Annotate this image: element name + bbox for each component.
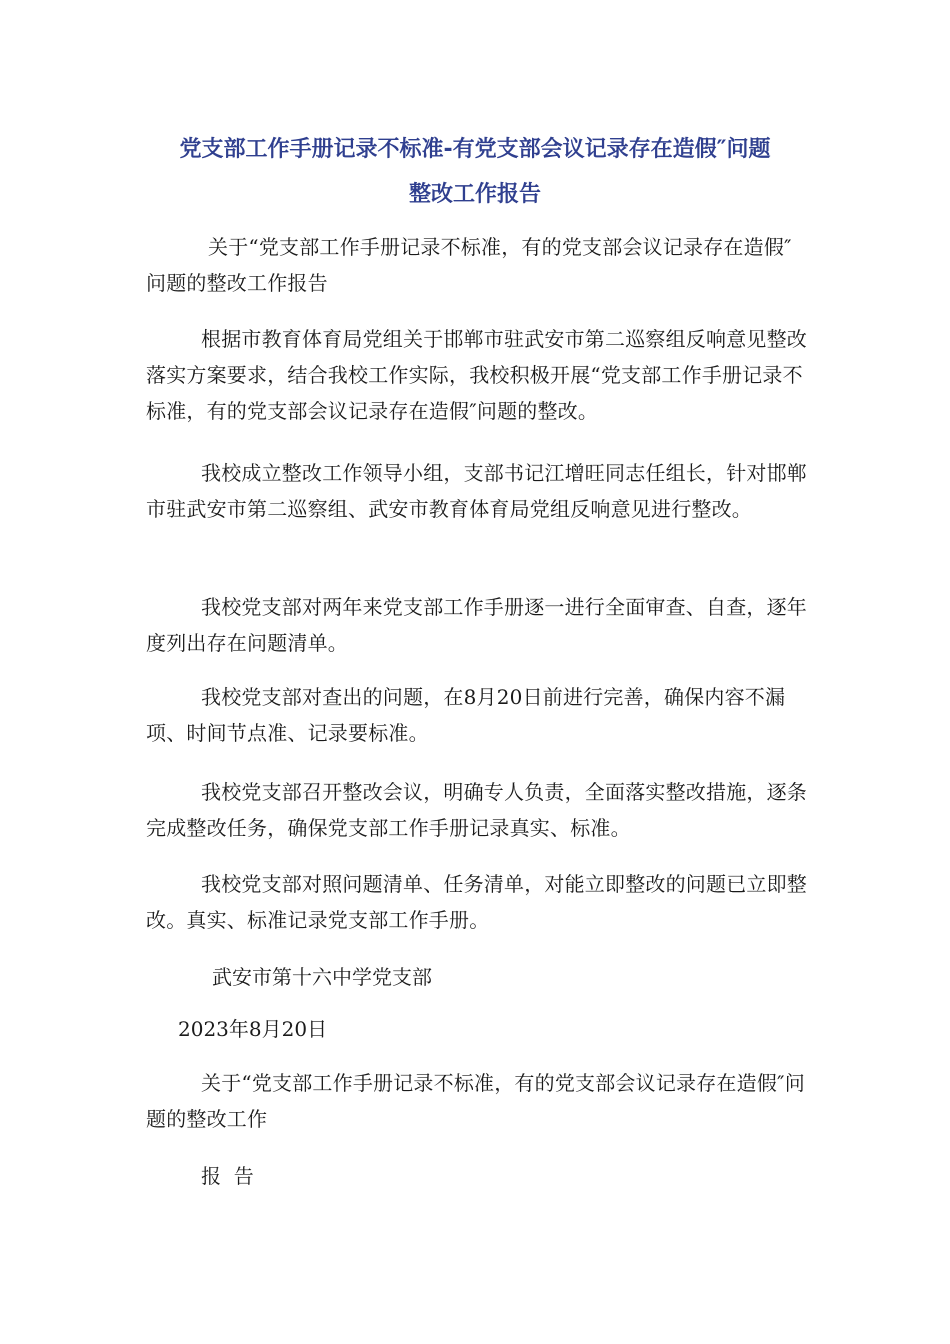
signature-organization: 武安市第十六中学党支部 [212,965,432,989]
paragraph-report-heading: 关于“党支部工作手册记录不标准，有的党支部会议记录存在造假″问题的整改工作报告 [146,235,792,295]
paragraph-closing: 关于“党支部工作手册记录不标准，有的党支部会议记录存在造假″问题的整改工作 [146,1071,805,1131]
paragraph-meeting: 我校党支部召开整改会议，明确专人负责，全面落实整改措施，逐条完成整改任务，确保党支部工作手册记录真实、标准。 [146,780,807,840]
paragraph-rectified: 我校党支部对照问题清单、任务清单，对能立即整改的问题已立即整改。真实、标准记录党支部工作手册。 [146,872,807,932]
signature-date: 2023年8月20日 [178,1017,328,1041]
paragraph-basis: 根据市教育体育局党组关于邯郸市驻武安市第二巡察组反响意见整改落实方案要求，结合我校工作实际，我校积极开展“党支部工作手册记录不标准，有的党支部会议记录存在造假″问题的整改。 [146,327,807,423]
closing-report-word: 报 告 [201,1164,254,1188]
document-title-line-2: 整改工作报告 [408,182,541,207]
paragraph-leading-group: 我校成立整改工作领导小组，支部书记江增旺同志任组长，针对邯郸市驻武安市第二巡察组、武安市教育体育局党组反响意见进行整改。 [146,461,807,521]
paragraph-review: 我校党支部对两年来党支部工作手册逐一进行全面审查、自查，逐年度列出存在问题清单。 [146,595,807,655]
paragraph-improvement: 我校党支部对查出的问题，在8月20日前进行完善，确保内容不漏项、时间节点准、记录要标准。 [146,685,786,745]
document-title-line-1: 党支部工作手册记录不标准-有党支部会议记录存在造假″问题 [179,137,771,162]
